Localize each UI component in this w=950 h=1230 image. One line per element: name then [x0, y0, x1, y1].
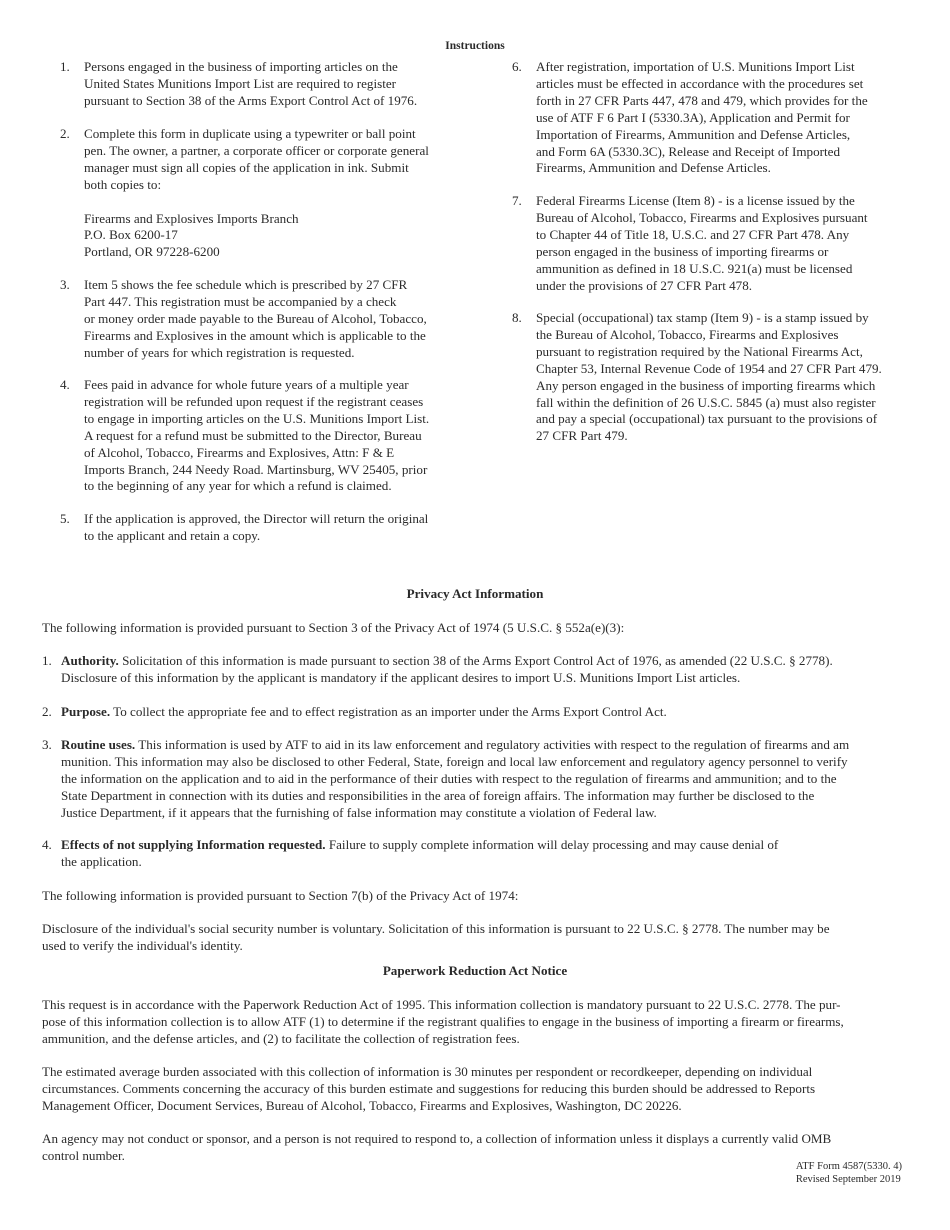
item-label: Routine uses.: [61, 737, 136, 752]
item-text: Federal Firearms License (Item 8) - is a license issued by the Bureau of Alcohol, Tobacco, Firearms and Explosives pursuant to Chapter 44 of Title 18, U.S.C. and 27 CFR Part 478. Any person engaged in the business of importing firearms or ammunition as defined in 18 U.S.C. 921(a) must be licensed under the provisions of 27 CFR Part 478.: [536, 193, 868, 293]
item-number: 1.: [60, 59, 70, 74]
item-label: Effects of not supplying Information requested.: [61, 837, 326, 852]
item-number: 3.: [60, 277, 70, 292]
paperwork-paragraph-2: The estimated average burden associated with this collection of information is 30 minutes per respondent or recordkeeper, depending on individual circumstances. Comments concerning the accuracy of this burden estimate and suggestions for reducing this burden should be addressed to Reports Management Officer, Document Services, Bureau of Alcohol, Tobacco, Firearms and Explosives, Washington, DC 20226.: [42, 1064, 816, 1113]
item-number: 3.: [42, 737, 52, 752]
item-number: 5.: [60, 511, 70, 526]
item-text: After registration, importation of U.S. Munitions Import List articles must be effected in accordance with the procedures set forth in 27 CFR Parts 447, 478 and 479, which provides for the use of ATF F 6 Part I (5330.3A), Application and Permit for Importation of Firearms, Ammunition and Defense Articles, and Form 6A (5330.3C), Release and Receipt of Imported Firearms, Ammunition and Defense Articles.: [536, 59, 868, 176]
item-number: 8.: [512, 310, 522, 325]
item-number: 4.: [42, 837, 52, 852]
item-text: Special (occupational) tax stamp (Item 9) - is a stamp issued by the Bureau of Alcohol, Tobacco, Firearms and Explosives pursuant to registration required by the National Firearms Act, Chapter 53, Internal Revenue Code of 1954 and 27 CFR Part 479. Any person engaged in the business of importing firearms which fall within the definition of 26 U.S.C. 5845 (a) must also register and pay a special (occupational) tax pursuant to the provisions of 27 CFR Part 479.: [536, 310, 882, 444]
item-text: Fees paid in advance for whole future years of a multiple year registration will be refunded upon request if the registrant ceases to engage in importing articles on the U.S. Munitions Import List. A request for a refund must be submitted to the Director, Bureau of Alcohol, Tobacco, Firearms and Explosives, Attn: F & E Imports Branch, 244 Needy Road. Martinsburg, WV 25405, prior to the beginning of any year for which a refund is claimed.: [84, 377, 430, 494]
item-text: Complete this form in duplicate using a typewriter or ball point pen. The owner, a partner, a corporate officer or corporate general manager must sign all copies of the application in ink. Submit both copies to: Firearms and Explosives Imports Branch P.O. Box 6200-17 Portland, OR 97228-6200: [84, 126, 429, 260]
item-number: 6.: [512, 59, 522, 74]
form-number: ATF Form 4587(5330. 4): [795, 1161, 902, 1172]
item-label: Authority.: [61, 653, 119, 668]
item-text: To collect the appropriate fee and to effect registration as an importer under the Arms Export Control Act.: [110, 704, 667, 719]
item-number: 2.: [42, 704, 52, 719]
item-text: Persons engaged in the business of importing articles on the United States Munitions Import List are required to register pursuant to Section 38 of the Arms Export Control Act of 1976.: [84, 59, 418, 108]
item-number: 7.: [512, 193, 522, 208]
item-number: 1.: [42, 653, 52, 668]
item-text: Solicitation of this information is made pursuant to section 38 of the Arms Export Control Act of 1976, as amended (22 U.S.C. § 2778). Disclosure of this information by the applicant is mandatory if the applicant desires to import U.S. Munitions Import List articles.: [61, 653, 833, 685]
privacy-title: Privacy Act Information: [406, 586, 544, 601]
section7-intro: The following information is provided pursuant to Section 7(b) of the Privacy Act of 1974:: [42, 888, 519, 903]
item-text: Failure to supply complete information will delay processing and may cause denial of the application.: [61, 837, 779, 869]
item-number: 2.: [60, 126, 70, 141]
item-number: 4.: [60, 377, 70, 392]
revised-date: Revised September 2019: [795, 1173, 901, 1185]
paperwork-title: Paperwork Reduction Act Notice: [382, 963, 568, 978]
form-footer: [796, 1161, 902, 1186]
item-text: This information is used by ATF to aid in its law enforcement and regulatory activities with respect to the regulation of firearms and am munition. This information may also be disclosed to other Federal, State, foreign and local law enforcement and regulatory agency personnel to verify the information on the application and to aid in the performance of their duties with respect to the regulation of firearms and ammunition; and to the State Department in connection with its duties and responsibilities in the area of foreign affairs. The information may further be disclosed to the Justice Department, if it appears that the furnishing of false information may constitute a violation of Federal law.: [61, 737, 850, 820]
privacy-intro: The following information is provided pursuant to Section 3 of the Privacy Act of 1974 (5 U.S.C. § 552a(e)(3):: [42, 620, 625, 635]
item-text: Item 5 shows the fee schedule which is prescribed by 27 CFR Part 447. This registration must be accompanied by a check or money order made payable to the Bureau of Alcohol, Tobacco, Firearms and Explosives in the amount which is applicable to the number of years for which registration is requested.: [84, 277, 427, 360]
ssn-disclosure: Disclosure of the individual's social security number is voluntary. Solicitation of this information is pursuant to 22 U.S.C. § 2778. The number may be used to verify the individual's identity.: [42, 921, 830, 953]
item-text: If the application is approved, the Director will return the original to the applicant and retain a copy.: [84, 511, 429, 543]
paperwork-paragraph-3: An agency may not conduct or sponsor, and a person is not required to respond to, a collection of information unless it displays a currently valid OMB control number.: [42, 1131, 832, 1163]
paperwork-paragraph-1: This request is in accordance with the Paperwork Reduction Act of 1995. This information collection is mandatory pursuant to 22 U.S.C. 2778. The pur- pose of this information collection is to allow ATF (1) to determine if the registrant qualifies to engage in the business of importing a firearm or firearms, ammunition, and the defense articles, and (2) to facilitate the collection of registration fees.: [42, 997, 844, 1046]
instructions-title: Instructions: [445, 40, 505, 52]
item-label: Purpose.: [61, 704, 111, 719]
